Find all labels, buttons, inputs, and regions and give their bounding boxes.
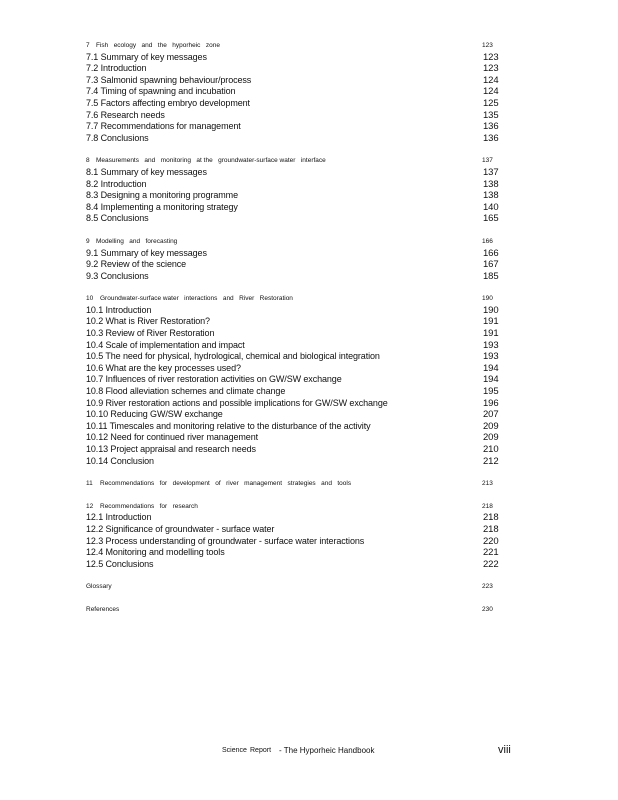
toc-entry-title: 10.2 What is River Restoration?	[86, 316, 210, 327]
toc-chapter-heading[interactable]	[86, 236, 506, 248]
toc-entry-title: 9.1 Summary of key messages	[86, 247, 207, 258]
toc-entry-page: 136	[483, 132, 499, 144]
toc-entry-page: 165	[483, 213, 499, 225]
toc-entry[interactable]	[86, 63, 506, 75]
toc-entry[interactable]	[86, 363, 506, 375]
toc-entry[interactable]	[86, 271, 506, 283]
toc-entry-page: 135	[483, 109, 499, 121]
toc-entry[interactable]	[86, 340, 506, 352]
toc-entry-page: 220	[483, 535, 499, 547]
toc-entry-page: 209	[483, 420, 499, 432]
toc-entry[interactable]	[86, 351, 506, 363]
toc-entry-page: 125	[483, 97, 499, 109]
toc-entry-page: 123	[483, 63, 499, 75]
toc-entry-page: 193	[483, 339, 499, 351]
toc-entry-page: 209	[483, 432, 499, 444]
toc-entry[interactable]	[86, 167, 506, 179]
toc-chapter-heading[interactable]	[86, 478, 506, 490]
toc-entry-page: 123	[483, 51, 499, 63]
toc-entry[interactable]	[86, 432, 506, 444]
chapter-title: Modelling and forecasting	[96, 237, 178, 246]
toc-entry[interactable]	[86, 512, 506, 524]
toc-entry-page: 218	[483, 512, 499, 524]
toc-entry[interactable]	[86, 52, 506, 64]
toc-back-matter[interactable]	[86, 604, 506, 616]
toc-back-matter-title: Glossary	[86, 583, 112, 591]
chapter-number: 10	[86, 295, 94, 303]
toc-entry[interactable]	[86, 398, 506, 410]
toc-entry[interactable]	[86, 305, 506, 317]
toc-entry-page: 191	[483, 316, 499, 328]
toc-entry-title: 10.8 Flood alleviation schemes and climate change	[86, 386, 286, 397]
chapter-page: 213	[482, 479, 493, 488]
chapter-number: 12	[86, 502, 94, 510]
toc-entry-page: 221	[483, 547, 499, 559]
table-of-contents	[86, 40, 506, 616]
toc-entry[interactable]	[86, 559, 506, 571]
toc-entry-page: 212	[483, 455, 499, 467]
toc-entry-page: 137	[483, 166, 499, 178]
toc-entry-title: 10.14 Conclusion	[86, 455, 154, 466]
footer-page-number: viii	[498, 744, 511, 756]
toc-back-matter-title: References	[86, 605, 120, 614]
toc-entry-title: 7.6 Research needs	[86, 109, 165, 120]
toc-entry[interactable]	[86, 386, 506, 398]
chapter-page: 218	[482, 502, 493, 510]
toc-entry[interactable]	[86, 409, 506, 421]
chapter-title: Fish ecology and the hyporheic zone	[96, 41, 220, 50]
toc-entry-title: 10.5 The need for physical, hydrological, chemical and biological integration	[86, 351, 380, 362]
chapter-title: Groundwater-surface water interactions and River Restoration	[100, 295, 293, 303]
toc-entry[interactable]	[86, 75, 506, 87]
toc-entry-title: 8.5 Conclusions	[86, 213, 149, 224]
toc-entry-title: 10.1 Introduction	[86, 304, 152, 315]
chapter-title: Recommendations for research	[100, 502, 198, 510]
toc-entry-title: 10.12 Need for continued river management	[86, 432, 259, 443]
toc-entry-title: 12.4 Monitoring and modelling tools	[86, 547, 225, 558]
toc-entry-page: 194	[483, 374, 499, 386]
toc-entry[interactable]	[86, 98, 506, 110]
toc-entry-page: 218	[483, 523, 499, 535]
toc-entry-title: 9.2 Review of the science	[86, 259, 187, 270]
toc-entry-page: 196	[483, 397, 499, 409]
toc-entry[interactable]	[86, 133, 506, 145]
toc-entry-title: 7.1 Summary of key messages	[86, 51, 207, 62]
toc-entry-page: 138	[483, 190, 499, 202]
toc-back-matter[interactable]	[86, 581, 506, 593]
toc-entry-title: 7.3 Salmonid spawning behaviour/process	[86, 74, 252, 85]
chapter-title: Measurements and monitoring at the groundwater-surface water interface	[96, 157, 326, 165]
toc-entry-title: 10.3 Review of River Restoration	[86, 328, 215, 339]
toc-entry-page: 185	[483, 270, 499, 282]
toc-entry[interactable]	[86, 444, 506, 456]
toc-entry-title: 8.4 Implementing a monitoring strategy	[86, 201, 238, 212]
toc-entry-title: 7.7 Recommendations for management	[86, 121, 241, 132]
toc-entry-title: 7.4 Timing of spawning and incubation	[86, 86, 236, 97]
toc-entry-page: 136	[483, 121, 499, 133]
toc-entry-page: 124	[483, 86, 499, 98]
toc-entry-page: 138	[483, 178, 499, 190]
toc-entry-page: 207	[483, 409, 499, 421]
toc-entry-title: 10.13 Project appraisal and research needs	[86, 444, 256, 454]
toc-entry-title: 10.9 River restoration actions and possible implications for GW/SW exchange	[86, 397, 388, 408]
toc-entry-title: 7.2 Introduction	[86, 63, 147, 74]
toc-chapter-heading[interactable]	[86, 500, 506, 512]
chapter-number: 7	[86, 41, 90, 50]
toc-entry[interactable]	[86, 536, 506, 548]
toc-entry[interactable]	[86, 421, 506, 433]
footer-report: Report	[250, 747, 272, 754]
toc-entry-title: 8.2 Introduction	[86, 178, 147, 189]
toc-entry-page: 191	[483, 328, 499, 340]
toc-entry-page: 195	[483, 386, 499, 398]
toc-entry[interactable]	[86, 190, 506, 202]
toc-entry[interactable]	[86, 213, 506, 225]
toc-entry-page: 190	[483, 304, 499, 316]
toc-entry[interactable]	[86, 121, 506, 133]
toc-entry-page: 210	[483, 444, 499, 455]
toc-entry-title: 8.1 Summary of key messages	[86, 166, 207, 177]
toc-entry-page: 124	[483, 74, 499, 86]
toc-entry-page: 222	[483, 558, 499, 570]
toc-entry[interactable]	[86, 86, 506, 98]
toc-entry-title: 7.5 Factors affecting embryo development	[86, 97, 250, 108]
toc-entry[interactable]	[86, 328, 506, 340]
toc-entry-title: 8.3 Designing a monitoring programme	[86, 190, 238, 201]
toc-entry-title: 10.11 Timescales and monitoring relative to the disturbance of the activity	[86, 420, 371, 431]
toc-entry[interactable]	[86, 110, 506, 122]
toc-entry-page: 167	[483, 259, 499, 271]
toc-entry-title: 12.5 Conclusions	[86, 558, 154, 569]
chapter-page: 190	[482, 295, 493, 303]
toc-entry[interactable]	[86, 524, 506, 536]
page-footer	[0, 745, 618, 759]
toc-entry-page: 193	[483, 351, 499, 363]
toc-entry-page: 140	[483, 201, 499, 213]
toc-entry-title: 10.7 Influences of river restoration activities on GW/SW exchange	[86, 374, 342, 385]
footer-title: - The Hyporheic Handbook	[279, 746, 375, 755]
toc-entry-title: 12.2 Significance of groundwater - surface water	[86, 523, 275, 534]
toc-entry-title: 12.1 Introduction	[86, 512, 152, 523]
toc-chapter-heading[interactable]	[86, 40, 506, 52]
chapter-page: 166	[482, 237, 493, 246]
toc-entry-title: 12.3 Process understanding of groundwater - surface water interactions	[86, 535, 365, 546]
toc-entry-page: 194	[483, 362, 499, 374]
toc-back-matter-page: 223	[482, 583, 493, 591]
chapter-number: 11	[86, 479, 93, 488]
toc-entry-title: 10.6 What are the key processes used?	[86, 362, 241, 373]
chapter-number: 8	[86, 157, 90, 165]
chapter-page: 123	[482, 41, 493, 50]
toc-entry[interactable]	[86, 248, 506, 260]
toc-back-matter-page: 230	[482, 605, 493, 614]
toc-entry[interactable]	[86, 456, 506, 468]
toc-chapter-heading[interactable]	[86, 293, 506, 305]
toc-entry[interactable]	[86, 547, 506, 559]
chapter-number: 9	[86, 237, 90, 246]
toc-entry[interactable]	[86, 179, 506, 191]
toc-entry[interactable]	[86, 316, 506, 328]
toc-entry[interactable]	[86, 259, 506, 271]
toc-entry-page: 166	[483, 247, 499, 259]
toc-entry-title: 10.4 Scale of implementation and impact	[86, 339, 245, 350]
toc-entry-title: 10.10 Reducing GW/SW exchange	[86, 409, 223, 420]
chapter-page: 137	[482, 157, 493, 165]
chapter-title: Recommendations for development of river management strategies and tools	[100, 479, 352, 488]
toc-entry-title: 7.8 Conclusions	[86, 132, 149, 143]
footer-science: Science	[222, 747, 247, 754]
toc-entry[interactable]	[86, 202, 506, 214]
toc-entry-title: 9.3 Conclusions	[86, 270, 149, 281]
toc-entry[interactable]	[86, 374, 506, 386]
toc-chapter-heading[interactable]	[86, 155, 506, 167]
